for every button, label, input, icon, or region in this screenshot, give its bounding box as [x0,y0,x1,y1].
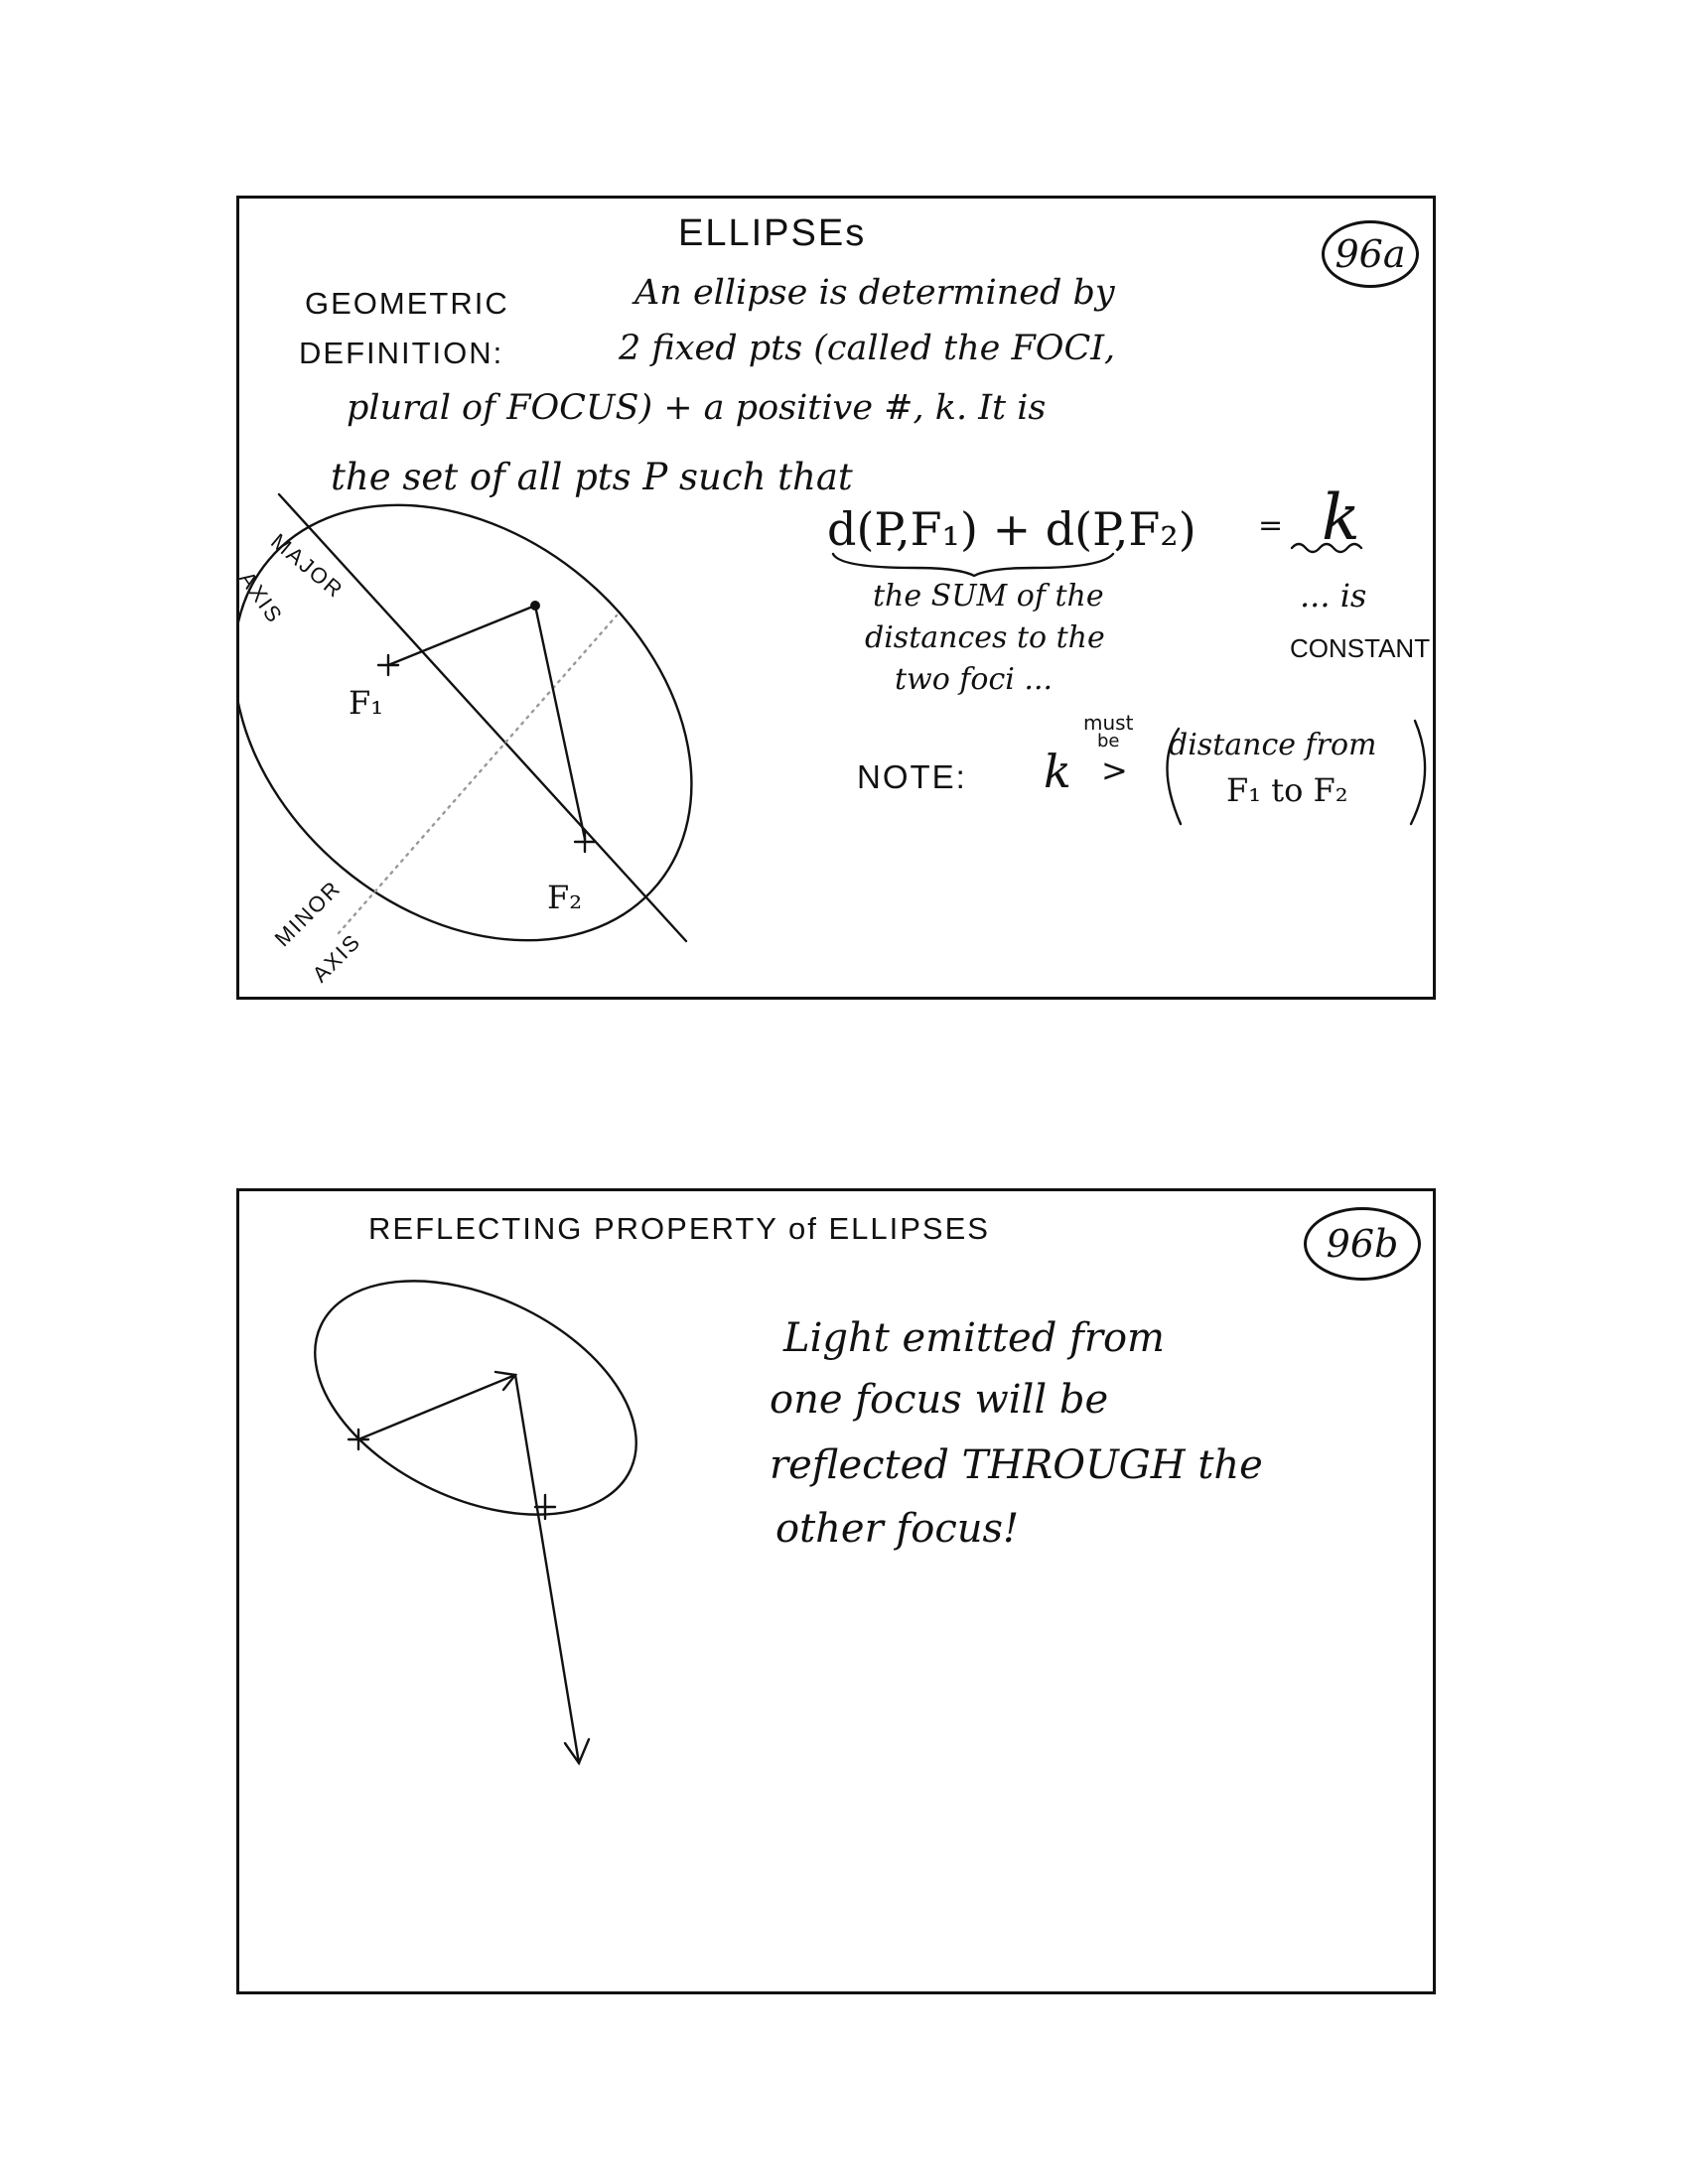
card-title: ELLIPSEs [678,212,867,254]
note-label: NOTE: [857,758,967,795]
sum-note-line1: the SUM of the [873,579,1104,614]
reflecting-property-diagram [239,1191,1433,1991]
reflected-ray [515,1375,579,1763]
page-number-badge: 96b [1304,1207,1421,1281]
note-left-paren [1167,729,1181,824]
equals-sign: = [1258,508,1284,543]
definition-text-line1: An ellipse is determined by [634,273,1115,313]
point-p [530,601,540,611]
note-be: be [1097,731,1120,751]
ellipse-definition-diagram [239,199,1433,997]
note-greater-than: > [1101,751,1128,789]
segment-f1-to-p [388,606,535,665]
note-card-96a [236,196,1436,1000]
ellipse-outline [239,416,777,997]
focus-f1-label: F₁ [349,684,384,722]
minor-axis-line [339,615,617,933]
constant-note-line1: ... is [1300,577,1367,614]
formula-underbrace [833,554,1113,576]
minor-label: MINOR [269,875,347,952]
reflect-text-line2: one focus will be [770,1377,1109,1423]
definition-heading-line1: GEOMETRIC [305,286,509,321]
k-underline-squiggle [1292,544,1361,552]
page-number-badge: 96a [1322,220,1419,288]
note-card-96b [236,1188,1436,1994]
constant-k: k [1322,481,1360,555]
focus-f2-label: F₂ [547,879,583,916]
note-must: must [1083,711,1134,735]
reflect-text-line4: other focus! [775,1506,1020,1552]
focus-f2-mark [575,832,595,852]
note-paren-line2: F₁ to F₂ [1226,771,1348,809]
definition-heading-line2: DEFINITION: [299,336,504,370]
definition-text-line4: the set of all pts P such that [331,456,853,498]
focus-f1-mark [378,655,398,675]
incident-ray [358,1375,515,1439]
major-axis-label: AXIS [234,566,288,628]
reflect-text-line1: Light emitted from [783,1315,1165,1361]
note-paren-line1: distance from [1169,728,1377,762]
card-title: REFLECTING PROPERTY of ELLIPSES [368,1211,990,1246]
note-k: k [1044,745,1071,798]
reflect-text-line3: reflected THROUGH the [770,1442,1263,1488]
constant-note-line2: CONSTANT [1290,633,1431,663]
ellipse-outline [278,1234,673,1562]
distance-sum-formula: d(P,F₁) + d(P,F₂) [827,502,1196,556]
minor-axis-label: AXIS [307,928,366,988]
definition-text-line2: 2 fixed pts (called the FOCI, [619,329,1116,368]
sum-note-line2: distances to the [865,620,1105,655]
major-label: MAJOR [266,528,349,604]
sum-note-line3: two foci ... [895,662,1054,697]
major-axis-line [279,494,686,941]
note-right-paren [1411,721,1425,824]
definition-text-line3: plural of FOCUS) + a positive #, k. It is [347,388,1047,428]
